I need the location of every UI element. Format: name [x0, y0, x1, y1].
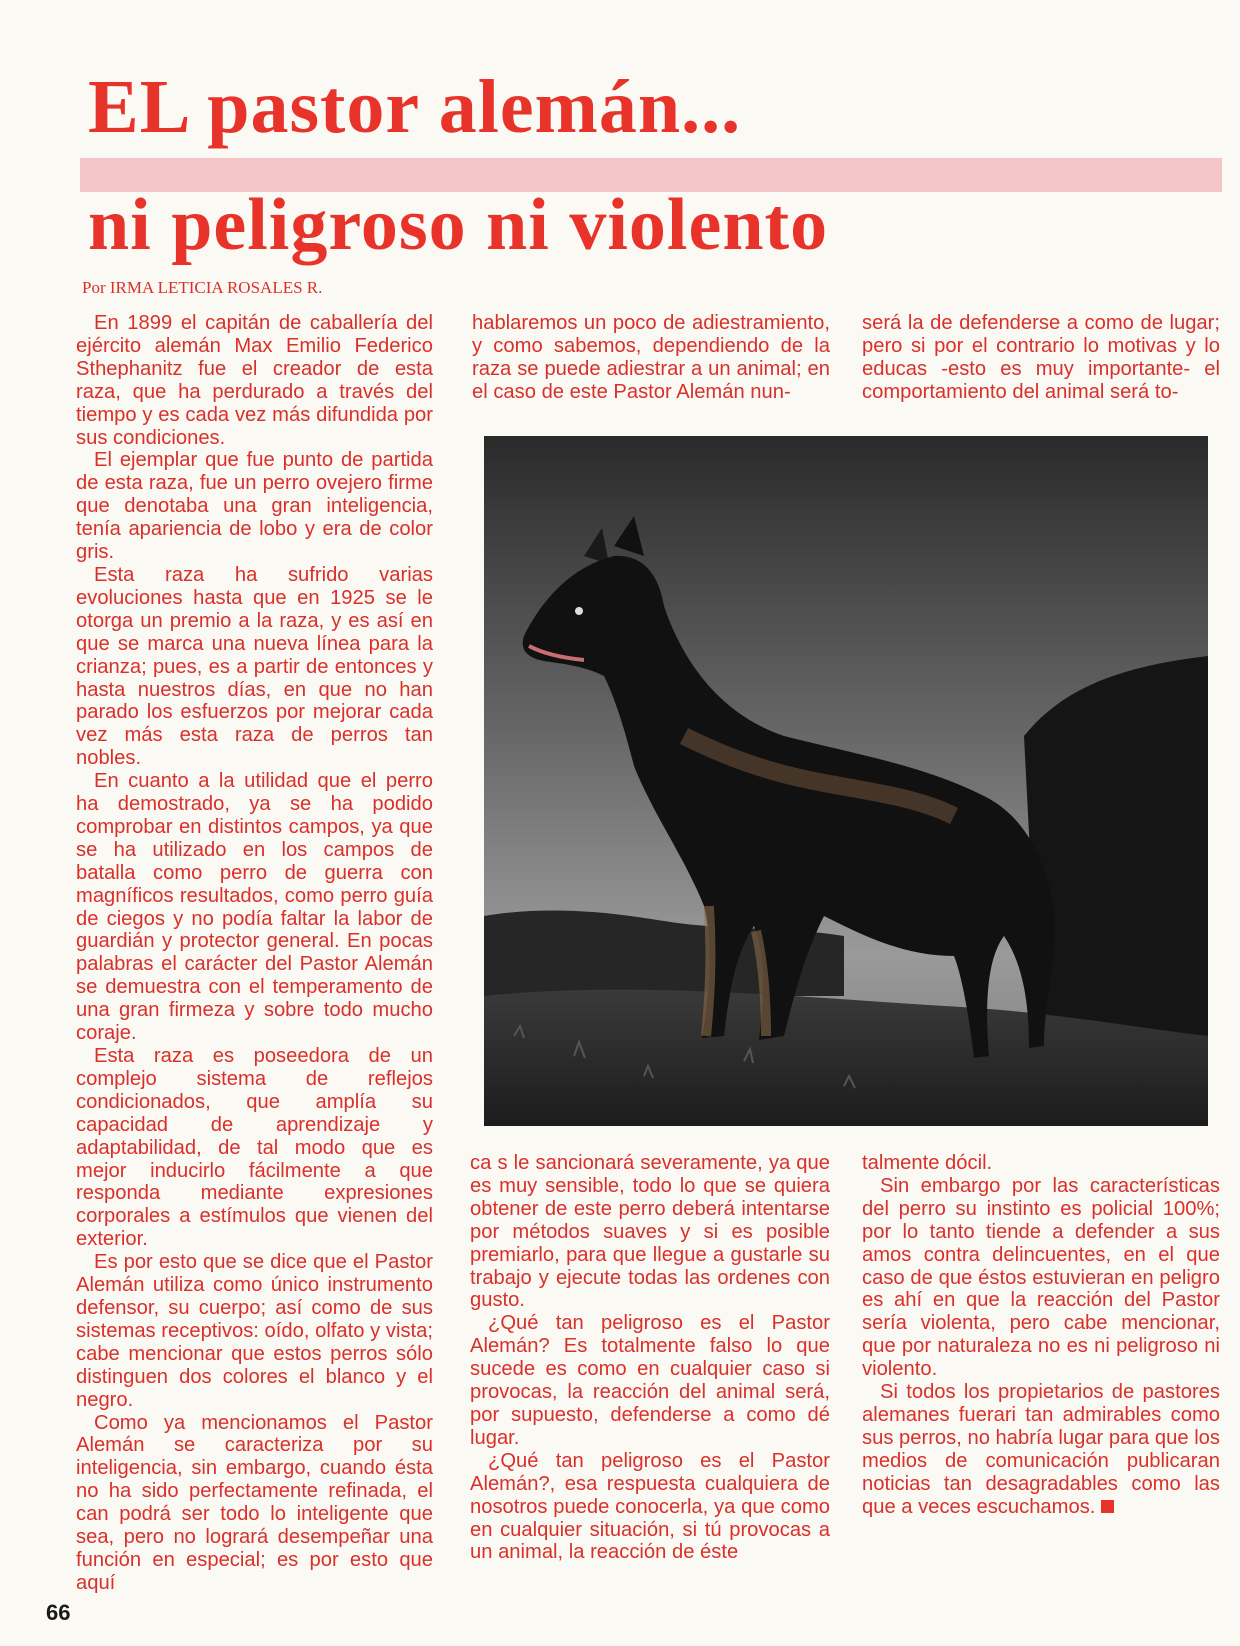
page-number: 66 — [46, 1600, 71, 1625]
paragraph: Como ya mencionamos el Pastor Alemán se caracteriza por su inteligencia, sin embargo, cuando ésta no ha sido perfectamente refinada, el can podrá ser todo lo inteligente que sea, pero no logrará desempeñar una función en especial; es por esto que aquí — [76, 1411, 433, 1594]
column-2-bottom — [470, 1152, 830, 1564]
title-line-2: ni peligroso ni violento — [88, 184, 829, 266]
paragraph: ca s le sancionará severamente, ya que es muy sensible, todo lo que se quiera obtener de este perro deberá intentarse por métodos suaves y si es posible premiarlo, para que llegue a gustarle su trabajo y ejecute todas las ordenes con gusto. — [470, 1152, 830, 1312]
paragraph: talmente dócil. — [862, 1152, 993, 1174]
end-of-article-square-icon — [1101, 1500, 1114, 1513]
paragraph-text: Si todos los propietarios de pastores alemanes fuerari tan admirables como sus perros, no habría lugar para que los medios de comunicación publicaran noticias tan desagradables como las que a veces escuchamos. — [862, 1381, 1220, 1518]
paragraph: En 1899 el capitán de caballería del ejército alemán Max Emilio Federico Sthephanitz fue el creador de esta raza, que ha perdurado a través del tiempo y es cada vez más difundida por sus condiciones. — [76, 312, 433, 449]
paragraph: Es por esto que se dice que el Pastor Alemán utiliza como único instrumento defensor, su cuerpo; así como de sus sistemas receptivos: oído, olfato y vista; cabe mencionar que estos perros sólo distinguen dos colores el blanco y el negro. — [76, 1251, 433, 1411]
paragraph: Esta raza es poseedora de un complejo sistema de reflejos condicionados, que amplía su capacidad de aprendizaje y adaptabilidad, de tal modo que es mejor inducirlo fácilmente a que responda mediante expresiones corporales a estímulos que vienen del exterior. — [76, 1045, 433, 1251]
paragraph: Sin embargo por las características del perro su instinto es policial 100%; por lo tanto tiende a defender a sus amos contra delincuentes, en el que caso de que éstos estuvieran en peligro es ahí en que la reacción del Pastor sería violenta, pero cabe mencionar, que por naturaleza no es ni peligroso ni violento. — [862, 1174, 1220, 1381]
column-2-top — [472, 312, 830, 404]
column-1 — [76, 312, 433, 1595]
paragraph: El ejemplar que fue punto de partida de esta raza, fue un perro ovejero firme que denotaba una gran inteligencia, tenía apariencia de lobo y era de color gris. — [76, 449, 433, 564]
column-3-bottom — [862, 1152, 1220, 1519]
paragraph: ¿Qué tan peligroso es el Pastor Alemán?, esa respuesta cualquiera de nosotros puede conocerla, ya que como en cualquier situación, si tú provocas a un animal, la reacción de éste — [470, 1449, 830, 1564]
paragraph: ¿Qué tan peligroso es el Pastor Alemán? Es totalmente falso lo que sucede es como en cualquier caso si provocas, la reacción del animal será, por supuesto, defenderse a como dé lugar. — [470, 1312, 830, 1449]
column-3-top — [862, 312, 1220, 404]
paragraph — [862, 1381, 1220, 1518]
german-shepherd-photo — [484, 436, 1208, 1126]
paragraph: En cuanto a la utilidad que el perro ha demostrado, ya se ha podido comprobar en distintos campos, ya que se ha utilizado en los campos de batalla como perro de guerra con magníficos resultados, como perro guía de ciegos y no podía faltar la labor de guardián y protector general. En pocas palabras el carácter del Pastor Alemán se demuestra con el temperamento de una gran firmeza y sobre todo mucho coraje. — [76, 770, 433, 1045]
paragraph: Esta raza ha sufrido varias evoluciones hasta que en 1925 se le otorga un premio a la raza, y es así en que se marca una nueva línea para la crianza; pues, es a partir de entonces y hasta nuestros días, en que no han parado los esfuerzos por mejorar cada vez más esta raza de perros tan nobles. — [76, 563, 433, 770]
byline: Por IRMA LETICIA ROSALES R. — [82, 278, 323, 297]
paragraph: será la de defenderse a como de lugar; pero si por el contrario lo motivas y lo educas -esto es muy importante- el comportamiento del animal será to- — [862, 312, 1220, 403]
paragraph: hablaremos un poco de adiestramiento, y como sabemos, dependiendo de la raza se puede adiestrar a un animal; en el caso de este Pastor Alemán nun- — [472, 312, 830, 403]
title-line-1: EL pastor alemán... — [88, 65, 742, 149]
